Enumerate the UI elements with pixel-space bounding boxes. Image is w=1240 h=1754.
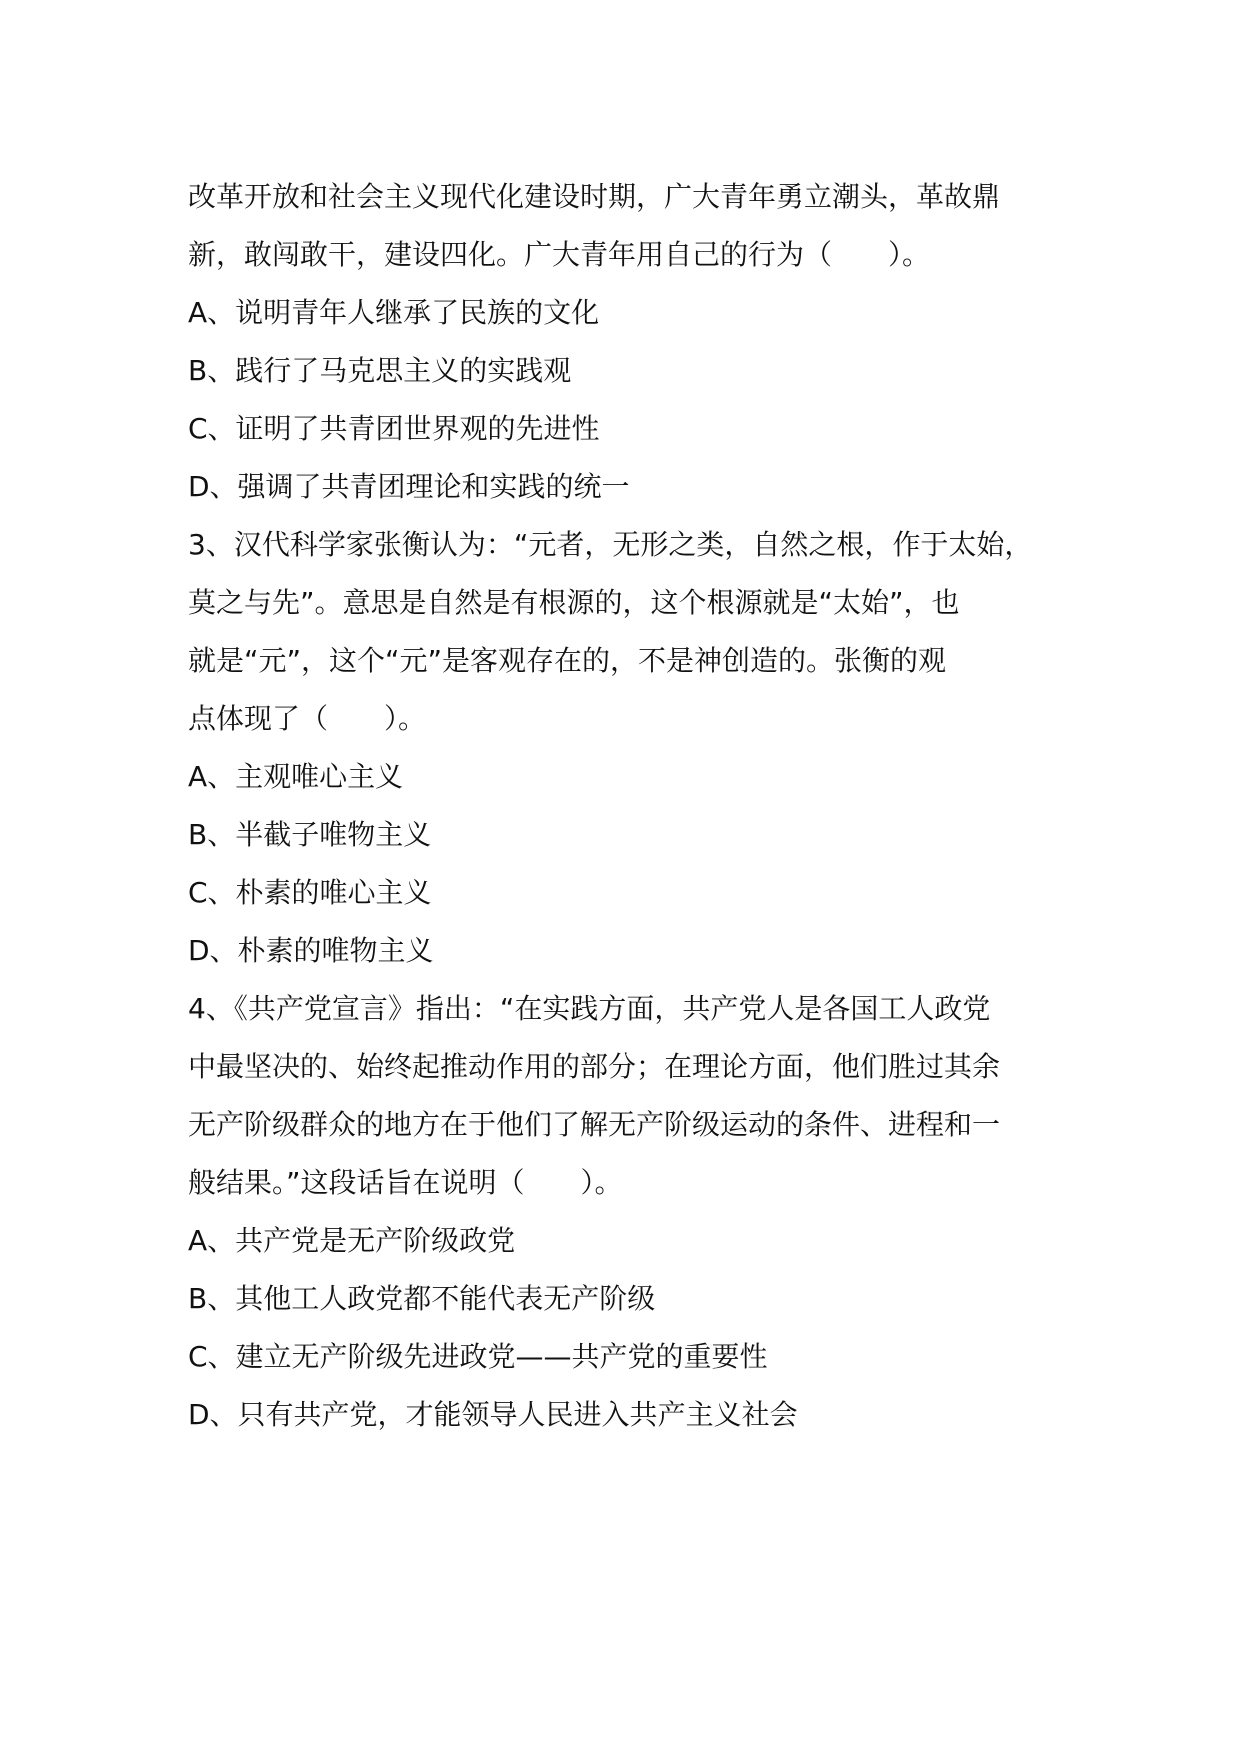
question-3-option-a: A、主观唯心主义: [188, 760, 404, 793]
question-2-option-b: B、践行了马克思主义的实践观: [188, 354, 572, 387]
question-3-stem-line-4: 点体现了（ ）。: [188, 702, 427, 735]
question-4-stem-line-4: 般结果。”这段话旨在说明（ ）。: [188, 1166, 623, 1199]
question-3-option-d: D、朴素的唯物主义: [188, 934, 434, 967]
question-4-option-a: A、共产党是无产阶级政党: [188, 1224, 516, 1257]
question-3-stem-line-1: 3、汉代科学家张衡认为：“元者，无形之类，自然之根，作于太始，: [188, 528, 1033, 561]
question-2-stem-line-1: 改革开放和社会主义现代化建设时期，广大青年勇立潮头，革故鼎: [188, 180, 1001, 213]
question-4-stem-line-1: 4、《共产党宣言》指出：“在实践方面，共产党人是各国工人政党: [188, 992, 991, 1025]
question-3-stem-line-3: 就是“元”，这个“元”是客观存在的，不是神创造的。张衡的观: [188, 644, 947, 677]
question-4-option-d: D、只有共产党，才能领导人民进入共产主义社会: [188, 1398, 798, 1431]
question-2-option-a: A、说明青年人继承了民族的文化: [188, 296, 600, 329]
question-2-option-d: D、强调了共青团理论和实践的统一: [188, 470, 630, 503]
question-4-option-c: C、建立无产阶级先进政党——共产党的重要性: [188, 1340, 768, 1373]
question-4-stem-line-3: 无产阶级群众的地方在于他们了解无产阶级运动的条件、进程和一: [188, 1108, 1001, 1141]
question-3-option-b: B、半截子唯物主义: [188, 818, 432, 851]
question-2-stem-line-2: 新，敢闯敢干，建设四化。广大青年用自己的行为（ ）。: [188, 238, 931, 271]
question-4-stem-line-2: 中最坚决的、始终起推动作用的部分；在理论方面，他们胜过其余: [188, 1050, 1001, 1083]
question-2-option-c: C、证明了共青团世界观的先进性: [188, 412, 600, 445]
question-3-stem-line-2: 莫之与先”。意思是自然是有根源的，这个根源就是“太始”，也: [188, 586, 960, 619]
question-4-option-b: B、其他工人政党都不能代表无产阶级: [188, 1282, 656, 1315]
question-3-option-c: C、朴素的唯心主义: [188, 876, 432, 909]
